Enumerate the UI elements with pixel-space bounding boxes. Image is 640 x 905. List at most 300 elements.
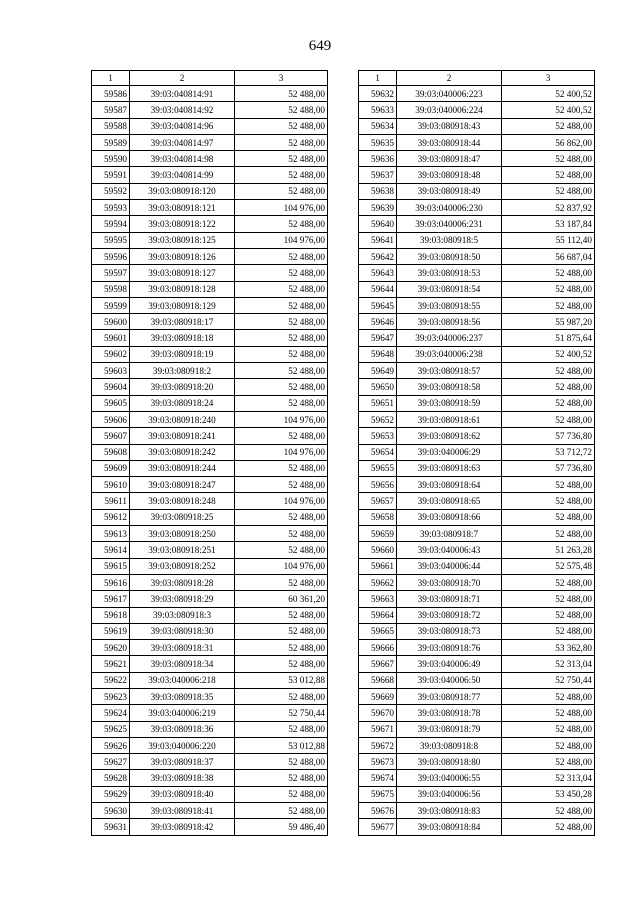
row-value: 52 488,00	[235, 803, 328, 819]
row-value: 52 488,00	[502, 509, 595, 525]
row-value: 52 488,00	[235, 151, 328, 167]
row-value: 52 575,48	[502, 558, 595, 574]
header-col-1: 1	[92, 71, 130, 86]
table-row	[359, 297, 595, 313]
cadastral-number: 39:03:080918:53	[397, 265, 502, 281]
row-number: 59595	[92, 232, 130, 248]
row-value: 52 488,00	[502, 118, 595, 134]
cadastral-number: 39:03:080918:71	[397, 591, 502, 607]
registry-table-right	[358, 70, 595, 836]
cadastral-number: 39:03:080918:83	[397, 803, 502, 819]
cadastral-number: 39:03:080918:128	[130, 281, 235, 297]
row-number: 59658	[359, 509, 397, 525]
row-number: 59611	[92, 493, 130, 509]
row-value: 52 488,00	[502, 151, 595, 167]
table-row	[92, 509, 328, 525]
row-number: 59667	[359, 656, 397, 672]
cadastral-number: 39:03:040006:231	[397, 216, 502, 232]
cadastral-number: 39:03:040006:219	[130, 705, 235, 721]
row-number: 59643	[359, 265, 397, 281]
cadastral-number: 39:03:080918:40	[130, 786, 235, 802]
row-value: 52 488,00	[235, 754, 328, 770]
cadastral-number: 39:03:040006:238	[397, 346, 502, 362]
row-number: 59666	[359, 640, 397, 656]
row-number: 59642	[359, 248, 397, 264]
table-row	[92, 803, 328, 819]
row-number: 59638	[359, 183, 397, 199]
cadastral-number: 39:03:080918:5	[397, 232, 502, 248]
row-number: 59607	[92, 428, 130, 444]
row-number: 59591	[92, 167, 130, 183]
row-number: 59674	[359, 770, 397, 786]
table-row	[92, 640, 328, 656]
table-row	[359, 216, 595, 232]
row-number: 59598	[92, 281, 130, 297]
row-number: 59630	[92, 803, 130, 819]
row-value: 52 488,00	[502, 607, 595, 623]
cadastral-number: 39:03:080918:122	[130, 216, 235, 232]
row-number: 59601	[92, 330, 130, 346]
row-number: 59586	[92, 86, 130, 102]
row-value: 52 488,00	[235, 460, 328, 476]
table-row	[92, 607, 328, 623]
cadastral-number: 39:03:040006:43	[397, 542, 502, 558]
table-row	[359, 493, 595, 509]
row-value: 52 488,00	[235, 395, 328, 411]
row-number: 59634	[359, 118, 397, 134]
table-row	[359, 444, 595, 460]
row-number: 59624	[92, 705, 130, 721]
cadastral-number: 39:03:040006:56	[397, 786, 502, 802]
cadastral-number: 39:03:080918:31	[130, 640, 235, 656]
cadastral-number: 39:03:080918:41	[130, 803, 235, 819]
cadastral-number: 39:03:040006:55	[397, 770, 502, 786]
row-value: 52 488,00	[235, 656, 328, 672]
row-value: 52 488,00	[235, 183, 328, 199]
cadastral-number: 39:03:080918:79	[397, 721, 502, 737]
row-number: 59610	[92, 477, 130, 493]
row-number: 59661	[359, 558, 397, 574]
row-value: 52 488,00	[235, 297, 328, 313]
row-number: 59664	[359, 607, 397, 623]
cadastral-number: 39:03:080918:80	[397, 754, 502, 770]
cadastral-number: 39:03:080918:65	[397, 493, 502, 509]
table-row	[359, 200, 595, 216]
table-row	[92, 183, 328, 199]
row-value: 52 488,00	[235, 688, 328, 704]
row-value: 52 488,00	[235, 428, 328, 444]
cadastral-number: 39:03:080918:251	[130, 542, 235, 558]
row-number: 59620	[92, 640, 130, 656]
cadastral-number: 39:03:080918:2	[130, 363, 235, 379]
table-row	[359, 754, 595, 770]
row-value: 52 837,92	[502, 200, 595, 216]
table-row	[92, 591, 328, 607]
cadastral-number: 39:03:080918:125	[130, 232, 235, 248]
table-row	[92, 623, 328, 639]
header-col-3: 3	[502, 71, 595, 86]
table-row	[92, 330, 328, 346]
row-value: 52 488,00	[502, 493, 595, 509]
table-row	[359, 526, 595, 542]
row-value: 52 488,00	[235, 640, 328, 656]
row-value: 52 488,00	[235, 574, 328, 590]
row-number: 59650	[359, 379, 397, 395]
table-row	[92, 493, 328, 509]
table-row	[92, 737, 328, 753]
table-row	[359, 770, 595, 786]
row-value: 104 976,00	[235, 411, 328, 427]
row-value: 52 488,00	[502, 754, 595, 770]
row-number: 59672	[359, 737, 397, 753]
cadastral-number: 39:03:040006:230	[397, 200, 502, 216]
row-value: 52 488,00	[502, 477, 595, 493]
row-number: 59648	[359, 346, 397, 362]
cadastral-number: 39:03:080918:37	[130, 754, 235, 770]
row-value: 52 488,00	[235, 346, 328, 362]
row-number: 59668	[359, 672, 397, 688]
row-value: 52 488,00	[235, 281, 328, 297]
row-number: 59594	[92, 216, 130, 232]
row-value: 52 488,00	[502, 379, 595, 395]
row-value: 52 488,00	[502, 363, 595, 379]
table-row	[359, 428, 595, 444]
cadastral-number: 39:03:080918:19	[130, 346, 235, 362]
cadastral-number: 39:03:080918:77	[397, 688, 502, 704]
table-row	[359, 737, 595, 753]
row-value: 52 488,00	[235, 314, 328, 330]
cadastral-number: 39:03:040006:44	[397, 558, 502, 574]
table-row	[92, 265, 328, 281]
cadastral-number: 39:03:080918:8	[397, 737, 502, 753]
cadastral-number: 39:03:080918:18	[130, 330, 235, 346]
cadastral-number: 39:03:080918:240	[130, 411, 235, 427]
row-number: 59665	[359, 623, 397, 639]
table-row	[359, 688, 595, 704]
row-number: 59662	[359, 574, 397, 590]
row-number: 59618	[92, 607, 130, 623]
row-number: 59613	[92, 526, 130, 542]
table-row	[92, 134, 328, 150]
row-value: 52 488,00	[235, 477, 328, 493]
table-row	[359, 509, 595, 525]
row-number: 59629	[92, 786, 130, 802]
header-col-3: 3	[235, 71, 328, 86]
table-row	[359, 265, 595, 281]
row-number: 59590	[92, 151, 130, 167]
header-col-2: 2	[397, 71, 502, 86]
table-row	[359, 574, 595, 590]
row-number: 59622	[92, 672, 130, 688]
row-value: 52 488,00	[235, 102, 328, 118]
table-row	[359, 640, 595, 656]
table-row	[92, 656, 328, 672]
row-number: 59644	[359, 281, 397, 297]
table-row	[359, 591, 595, 607]
row-number: 59641	[359, 232, 397, 248]
cadastral-number: 39:03:040006:29	[397, 444, 502, 460]
row-number: 59623	[92, 688, 130, 704]
row-number: 59631	[92, 819, 130, 835]
cadastral-number: 39:03:080918:55	[397, 297, 502, 313]
row-number: 59670	[359, 705, 397, 721]
row-value: 52 488,00	[235, 770, 328, 786]
row-value: 52 750,44	[502, 672, 595, 688]
row-value: 51 263,28	[502, 542, 595, 558]
row-value: 57 736,80	[502, 428, 595, 444]
cadastral-number: 39:03:080918:3	[130, 607, 235, 623]
row-number: 59677	[359, 819, 397, 835]
cadastral-number: 39:03:040006:224	[397, 102, 502, 118]
row-number: 59615	[92, 558, 130, 574]
row-value: 52 488,00	[502, 721, 595, 737]
row-value: 52 313,04	[502, 770, 595, 786]
table-row	[359, 672, 595, 688]
row-number: 59589	[92, 134, 130, 150]
row-number: 59651	[359, 395, 397, 411]
row-value: 104 976,00	[235, 493, 328, 509]
row-number: 59602	[92, 346, 130, 362]
row-number: 59588	[92, 118, 130, 134]
row-value: 53 012,88	[235, 672, 328, 688]
cadastral-number: 39:03:080918:29	[130, 591, 235, 607]
table-row	[92, 379, 328, 395]
row-number: 59673	[359, 754, 397, 770]
cadastral-number: 39:03:080918:49	[397, 183, 502, 199]
table-row	[359, 558, 595, 574]
row-number: 59592	[92, 183, 130, 199]
cadastral-number: 39:03:040814:91	[130, 86, 235, 102]
row-number: 59636	[359, 151, 397, 167]
table-row	[359, 118, 595, 134]
table-row	[92, 721, 328, 737]
table-row	[359, 363, 595, 379]
row-number: 59646	[359, 314, 397, 330]
cadastral-number: 39:03:080918:244	[130, 460, 235, 476]
row-value: 52 400,52	[502, 102, 595, 118]
row-value: 56 862,00	[502, 134, 595, 150]
row-value: 57 736,80	[502, 460, 595, 476]
table-row	[92, 770, 328, 786]
table-row	[92, 395, 328, 411]
row-number: 59655	[359, 460, 397, 476]
row-number: 59654	[359, 444, 397, 460]
row-value: 104 976,00	[235, 444, 328, 460]
table-row	[92, 232, 328, 248]
table-row	[359, 330, 595, 346]
table-row	[359, 656, 595, 672]
row-value: 52 400,52	[502, 346, 595, 362]
registry-rows-left	[92, 86, 328, 836]
cadastral-number: 39:03:080918:28	[130, 574, 235, 590]
row-number: 59656	[359, 477, 397, 493]
row-number: 59628	[92, 770, 130, 786]
table-row	[359, 395, 595, 411]
registry-rows-right	[359, 86, 595, 836]
cadastral-number: 39:03:080918:72	[397, 607, 502, 623]
row-number: 59675	[359, 786, 397, 802]
row-value: 52 400,52	[502, 86, 595, 102]
table-row	[92, 86, 328, 102]
row-value: 60 361,20	[235, 591, 328, 607]
row-number: 59609	[92, 460, 130, 476]
row-value: 52 488,00	[502, 574, 595, 590]
header-col-1: 1	[359, 71, 397, 86]
cadastral-number: 39:03:080918:43	[397, 118, 502, 134]
row-value: 52 488,00	[235, 509, 328, 525]
cadastral-number: 39:03:080918:59	[397, 395, 502, 411]
row-value: 52 488,00	[235, 721, 328, 737]
row-number: 59669	[359, 688, 397, 704]
cadastral-number: 39:03:080918:42	[130, 819, 235, 835]
cadastral-number: 39:03:080918:73	[397, 623, 502, 639]
row-number: 59659	[359, 526, 397, 542]
row-number: 59633	[359, 102, 397, 118]
row-value: 52 488,00	[235, 216, 328, 232]
row-value: 52 488,00	[235, 118, 328, 134]
row-number: 59606	[92, 411, 130, 427]
row-number: 59647	[359, 330, 397, 346]
table-row	[92, 281, 328, 297]
row-value: 52 488,00	[502, 265, 595, 281]
row-value: 104 976,00	[235, 232, 328, 248]
row-value: 55 112,40	[502, 232, 595, 248]
row-value: 52 488,00	[502, 183, 595, 199]
table-row	[359, 477, 595, 493]
cadastral-number: 39:03:080918:57	[397, 363, 502, 379]
row-value: 52 488,00	[502, 623, 595, 639]
table-row	[359, 721, 595, 737]
row-number: 59626	[92, 737, 130, 753]
table-row	[92, 558, 328, 574]
row-number: 59625	[92, 721, 130, 737]
table-row	[359, 379, 595, 395]
row-value: 52 488,00	[502, 411, 595, 427]
cadastral-number: 39:03:080918:126	[130, 248, 235, 264]
row-value: 52 488,00	[235, 86, 328, 102]
table-row	[359, 786, 595, 802]
row-number: 59652	[359, 411, 397, 427]
table-row	[359, 102, 595, 118]
table-row	[92, 216, 328, 232]
table-row	[92, 151, 328, 167]
row-number: 59614	[92, 542, 130, 558]
cadastral-number: 39:03:040006:49	[397, 656, 502, 672]
row-value: 52 313,04	[502, 656, 595, 672]
row-number: 59621	[92, 656, 130, 672]
row-value: 104 976,00	[235, 558, 328, 574]
cadastral-number: 39:03:080918:247	[130, 477, 235, 493]
registry-table-left	[91, 70, 328, 836]
cadastral-number: 39:03:080918:48	[397, 167, 502, 183]
row-number: 59616	[92, 574, 130, 590]
cadastral-number: 39:03:080918:36	[130, 721, 235, 737]
cadastral-number: 39:03:080918:35	[130, 688, 235, 704]
row-number: 59627	[92, 754, 130, 770]
table-row	[359, 623, 595, 639]
table-row	[92, 786, 328, 802]
row-value: 52 488,00	[235, 379, 328, 395]
table-row	[92, 102, 328, 118]
table-row	[359, 705, 595, 721]
cadastral-number: 39:03:040006:220	[130, 737, 235, 753]
row-value: 53 362,80	[502, 640, 595, 656]
table-row	[359, 86, 595, 102]
row-value: 55 987,20	[502, 314, 595, 330]
row-number: 59604	[92, 379, 130, 395]
row-value: 52 488,00	[502, 167, 595, 183]
table-row	[359, 803, 595, 819]
cadastral-number: 39:03:080918:17	[130, 314, 235, 330]
cadastral-number: 39:03:080918:78	[397, 705, 502, 721]
cadastral-number: 39:03:040006:223	[397, 86, 502, 102]
cadastral-number: 39:03:080918:20	[130, 379, 235, 395]
table-row	[359, 151, 595, 167]
cadastral-number: 39:03:080918:84	[397, 819, 502, 835]
row-value: 52 488,00	[235, 167, 328, 183]
cadastral-number: 39:03:080918:127	[130, 265, 235, 281]
table-row	[359, 314, 595, 330]
row-value: 53 450,28	[502, 786, 595, 802]
row-number: 59676	[359, 803, 397, 819]
row-value: 53 012,88	[235, 737, 328, 753]
row-number: 59596	[92, 248, 130, 264]
table-row	[92, 411, 328, 427]
table-row	[92, 819, 328, 835]
row-value: 51 875,64	[502, 330, 595, 346]
table-row	[92, 574, 328, 590]
row-value: 53 187,84	[502, 216, 595, 232]
row-value: 52 488,00	[502, 281, 595, 297]
row-number: 59617	[92, 591, 130, 607]
table-row	[92, 754, 328, 770]
cadastral-number: 39:03:080918:242	[130, 444, 235, 460]
row-number: 59663	[359, 591, 397, 607]
cadastral-number: 39:03:040814:98	[130, 151, 235, 167]
table-row	[92, 314, 328, 330]
row-value: 52 488,00	[502, 591, 595, 607]
table-row	[359, 542, 595, 558]
table-row	[359, 232, 595, 248]
table-row	[92, 477, 328, 493]
table-row	[359, 167, 595, 183]
row-value: 52 488,00	[502, 526, 595, 542]
row-value: 52 488,00	[502, 688, 595, 704]
row-number: 59619	[92, 623, 130, 639]
cadastral-number: 39:03:080918:70	[397, 574, 502, 590]
table-row	[92, 297, 328, 313]
row-number: 59593	[92, 200, 130, 216]
cadastral-number: 39:03:080918:120	[130, 183, 235, 199]
row-number: 59605	[92, 395, 130, 411]
row-number: 59671	[359, 721, 397, 737]
row-value: 52 488,00	[502, 803, 595, 819]
cadastral-number: 39:03:080918:62	[397, 428, 502, 444]
header-col-2: 2	[130, 71, 235, 86]
cadastral-number: 39:03:040814:92	[130, 102, 235, 118]
row-number: 59649	[359, 363, 397, 379]
cadastral-number: 39:03:080918:7	[397, 526, 502, 542]
cadastral-number: 39:03:080918:47	[397, 151, 502, 167]
row-value: 52 488,00	[235, 248, 328, 264]
row-value: 104 976,00	[235, 200, 328, 216]
row-value: 56 687,04	[502, 248, 595, 264]
cadastral-number: 39:03:040006:237	[397, 330, 502, 346]
cadastral-number: 39:03:040006:50	[397, 672, 502, 688]
cadastral-number: 39:03:080918:63	[397, 460, 502, 476]
cadastral-number: 39:03:080918:66	[397, 509, 502, 525]
cadastral-number: 39:03:080918:25	[130, 509, 235, 525]
